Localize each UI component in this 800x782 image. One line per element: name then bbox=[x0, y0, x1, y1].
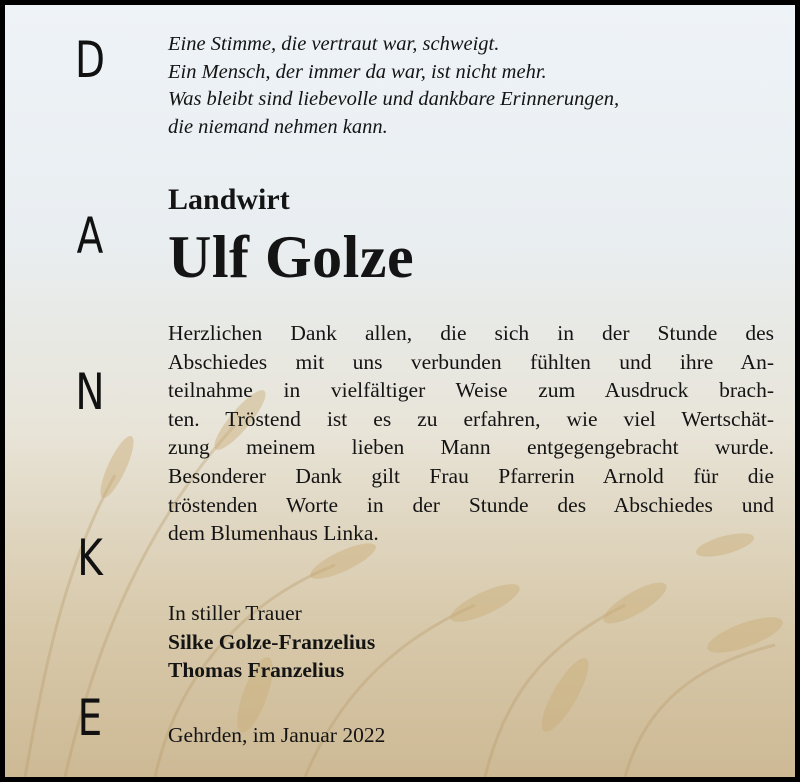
poem-line: Eine Stimme, die vertraut war, schweigt. bbox=[168, 33, 500, 55]
side-letter-a: A bbox=[76, 207, 104, 265]
poem-line: Was bleibt sind liebevolle und dankbare Erinnerungen, bbox=[168, 88, 620, 110]
obituary-card bbox=[5, 5, 795, 777]
side-letter-d: D bbox=[74, 31, 106, 89]
place-date: Gehrden, im Januar 2022 bbox=[168, 723, 386, 747]
side-letter-n: N bbox=[75, 363, 105, 421]
side-letter-k: K bbox=[77, 529, 103, 587]
body-line: Abschiedes mit uns verbunden fühlten und ihre An- bbox=[168, 349, 774, 374]
poem bbox=[168, 31, 619, 141]
body-line: dem Blumenhaus Linka. bbox=[168, 521, 379, 546]
body-line: Besonderer Dank gilt Frau Pfarrerin Arnold für die bbox=[168, 463, 774, 488]
poem-line: die niemand nehmen kann. bbox=[168, 115, 388, 138]
mourner-name: Silke Golze-Franzelius bbox=[168, 629, 376, 654]
thanks-text bbox=[168, 319, 774, 548]
mourning-block bbox=[168, 599, 375, 685]
occupation: Landwirt bbox=[168, 183, 290, 216]
body-line: Herzlichen Dank allen, die sich in der Stunde des bbox=[168, 321, 774, 345]
body-line: zung meinem lieben Mann entgegengebracht wurde. bbox=[168, 435, 774, 460]
mourning-intro: In stiller Trauer bbox=[168, 601, 302, 625]
side-letter-e: E bbox=[77, 689, 103, 747]
mourner-name: Thomas Franzelius bbox=[168, 658, 345, 683]
body-line: ten. Tröstend ist es zu erfahren, wie viel Wertschät- bbox=[168, 406, 774, 431]
poem-line: Ein Mensch, der immer da war, ist nicht mehr. bbox=[168, 60, 547, 83]
body-line: tröstenden Worte in der Stunde des Abschiedes und bbox=[168, 492, 774, 517]
body-line: teilnahme in vielfältiger Weise zum Ausdruck brach- bbox=[168, 378, 774, 403]
deceased-name: Ulf Golze bbox=[168, 224, 415, 290]
